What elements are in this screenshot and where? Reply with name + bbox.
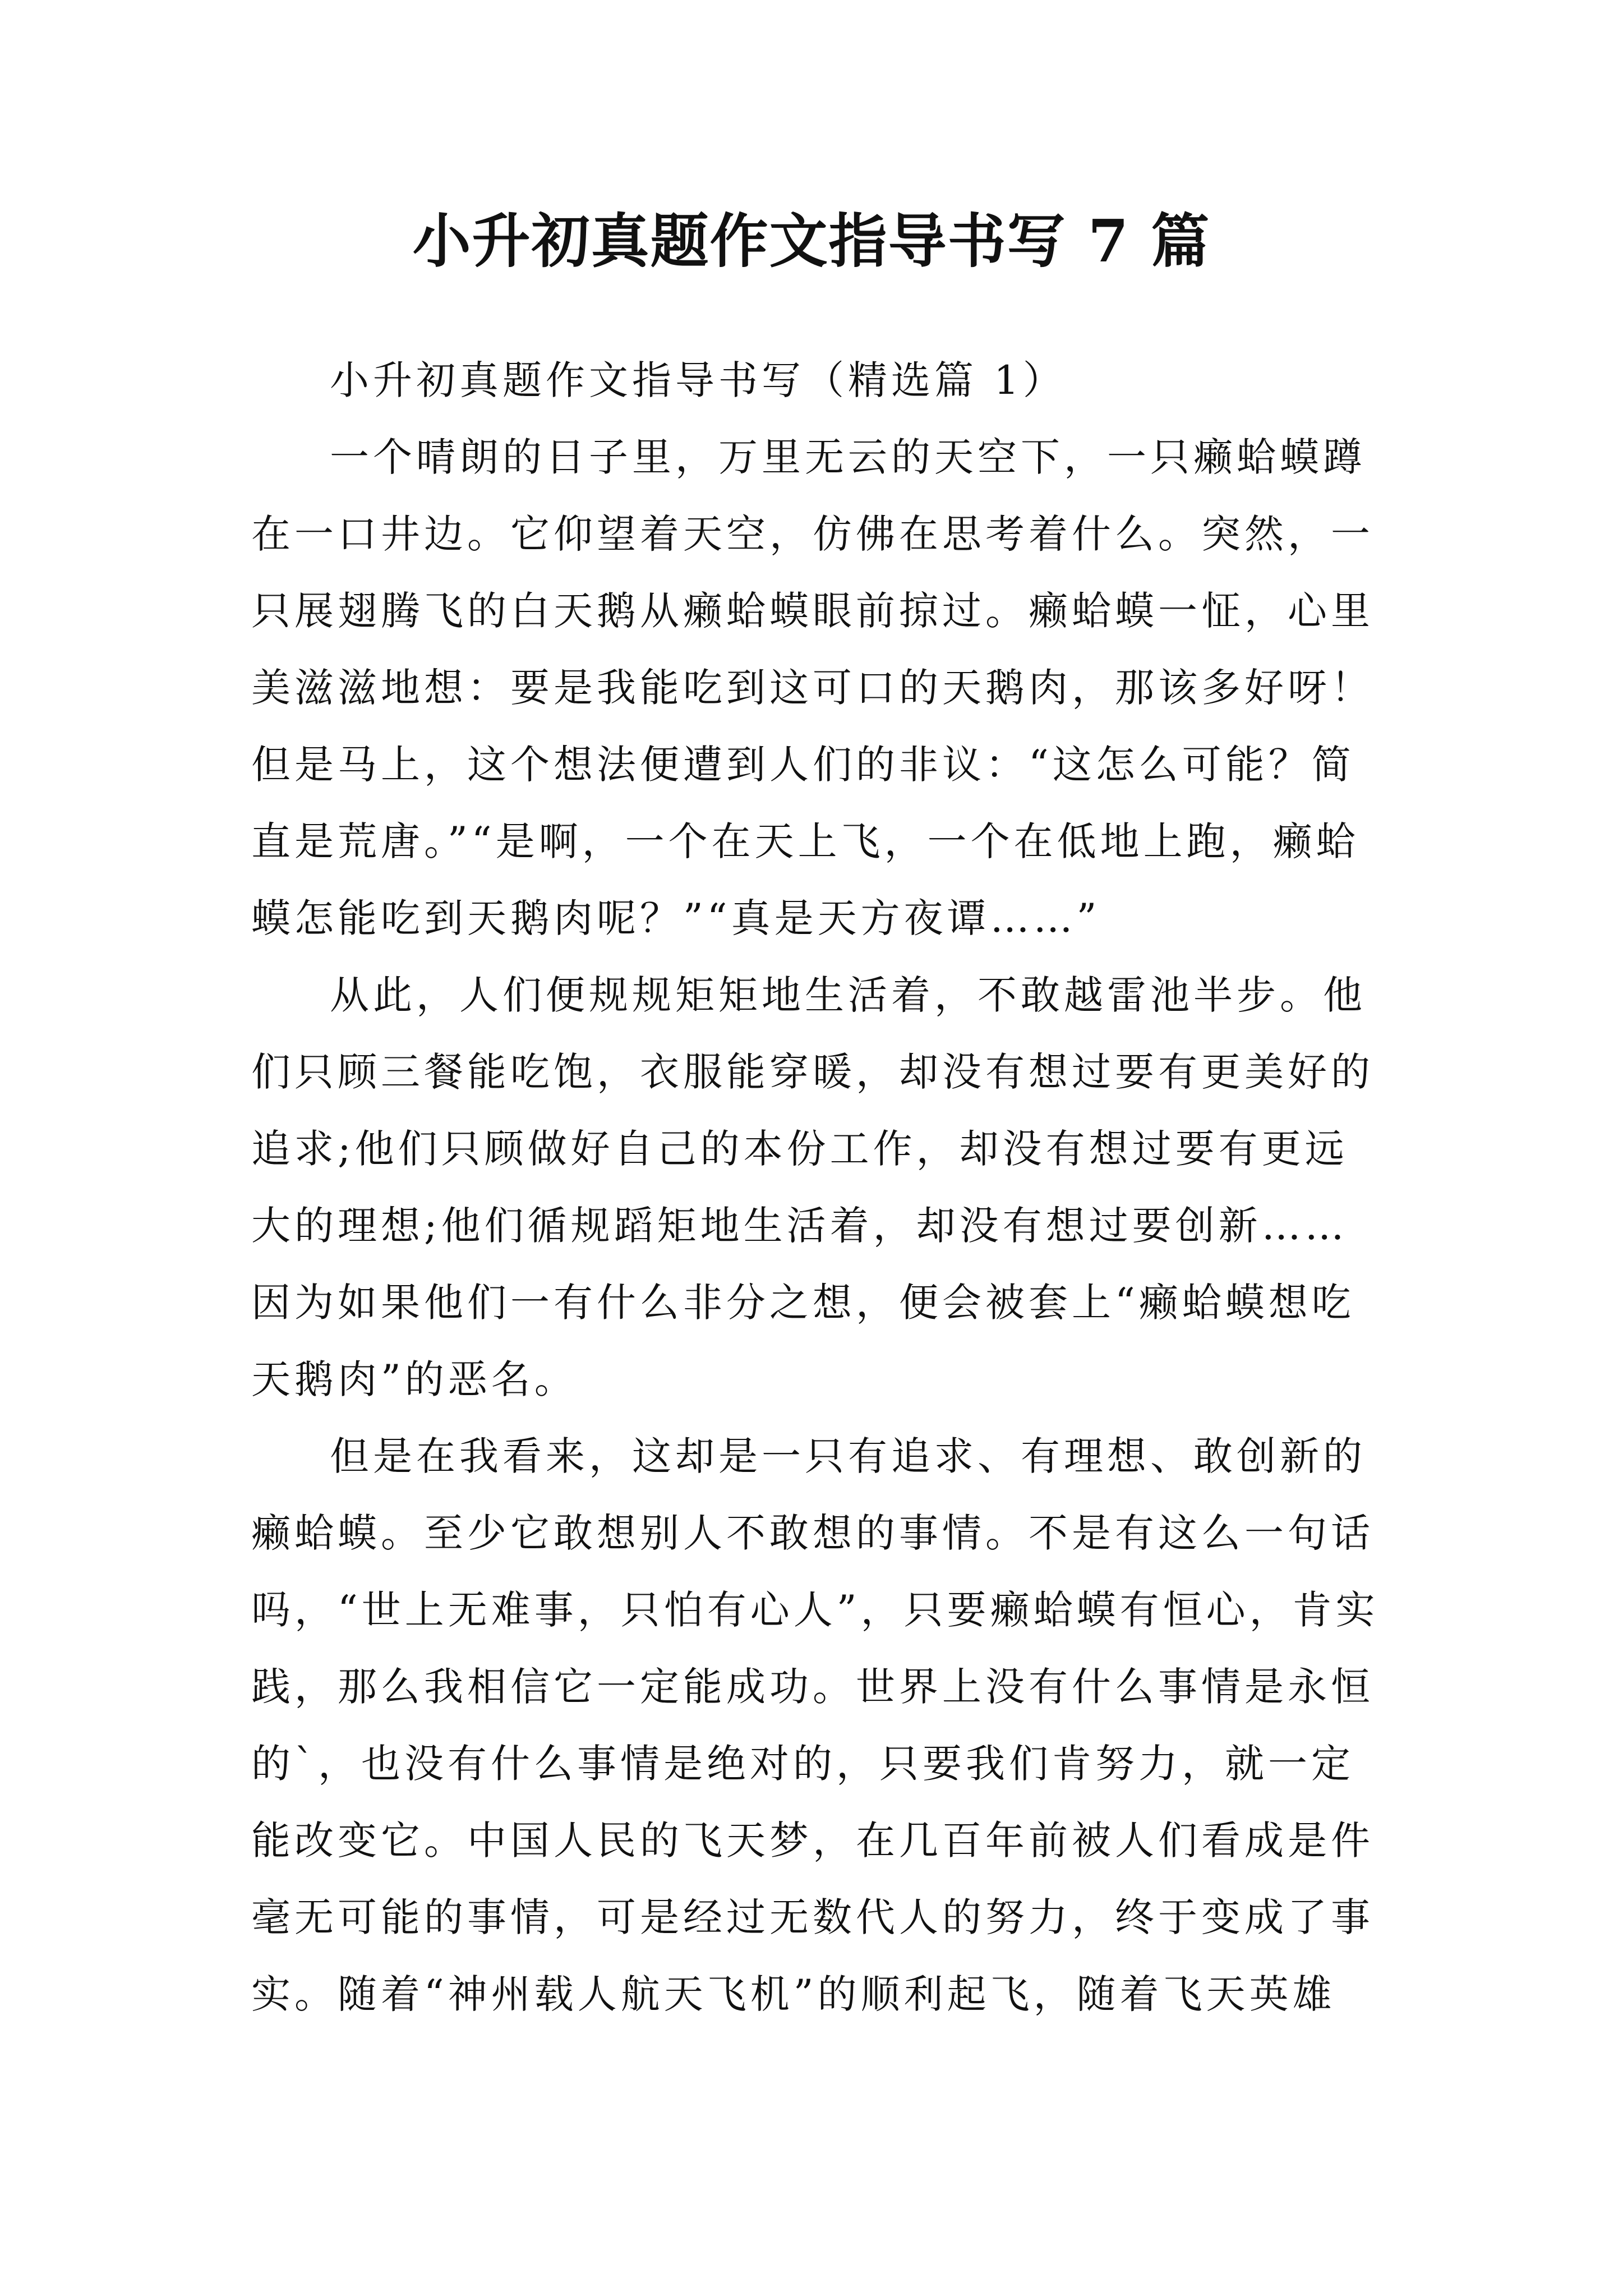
document-body	[251, 342, 1395, 2033]
paragraph-2: 从此，人们便规规矩矩地生活着，不敢越雷池半步。他 们只顾三餐能吃饱，衣服能穿暖，却没有想过要有更美好的 追求;他们只顾做好自己的本份工作，却没有想过要有更远 大的理想;他们循规蹈矩地生活着，却没有想过要创新…… 因为如果他们一有什么非分之想，便会被套上“癞蛤蟆想吃 天鹅肉”的恶名。	[251, 972, 1374, 1402]
paragraph-3: 但是在我看来，这却是一只有追求、有理想、敢创新的 癞蛤蟆。至少它敢想别人不敢想的事情。不是有这么一句话 吗，“世上无难事，只怕有心人”，只要癞蛤蟆有恒心，肯实 践，那么我相信它一定能成功。世界上没有什么事情是永恒 的`，也没有什么事情是绝对的，只要我们肯努力，就一定 能改变它。中国人民的飞天梦，在几百年前被人们看成是件 毫无可能的事情，可是经过无数代人的努力，终于变成了事 实。随着“神州载人航天飞机”的顺利起飞，随着飞天英雄	[251, 1433, 1379, 2017]
document-title: 小升初真题作文指导书写 7 篇	[412, 206, 1211, 275]
paragraph-1: 一个晴朗的日子里，万里无云的天空下，一只癞蛤蟆蹲 在一口井边。它仰望着天空，仿佛在思考着什么。突然，一 只展翅腾飞的白天鹅从癞蛤蟆眼前掠过。癞蛤蟆一怔，心里 美滋滋地想：要是我能吃到这可口的天鹅肉，那该多好呀！ 但是马上，这个想法便遭到人们的非议：“这怎么可能？简 直是荒唐。”“是啊，一个在天上飞，一个在低地上跑，癞蛤 蟆怎能吃到天鹅肉呢？”“真是天方夜谭……”	[251, 434, 1374, 941]
section-heading: 小升初真题作文指导书写（精选篇 1）	[330, 357, 1066, 403]
